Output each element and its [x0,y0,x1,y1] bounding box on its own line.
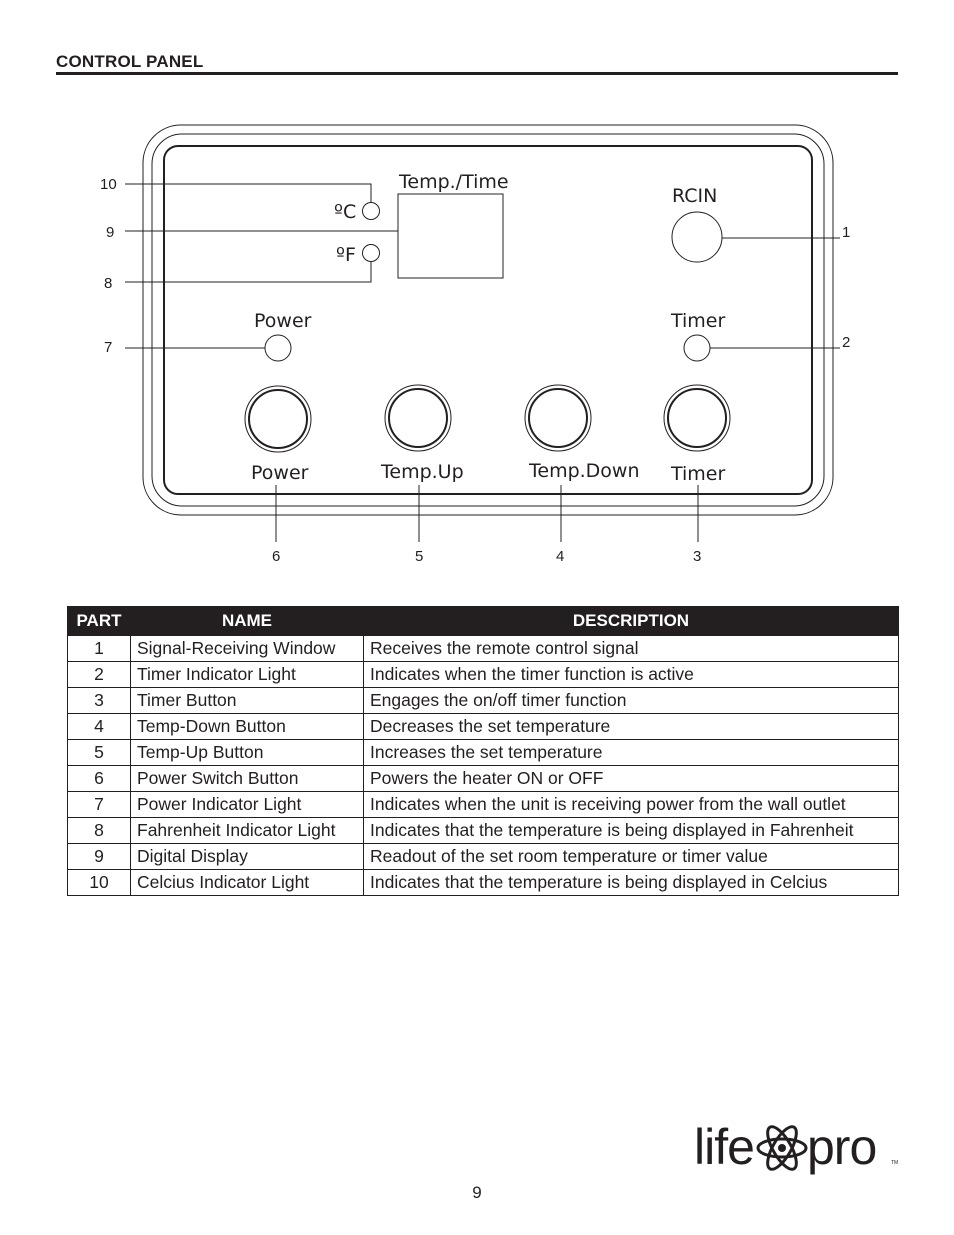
part-description: Powers the heater ON or OFF [364,766,899,792]
part-name: Temp-Down Button [131,714,364,740]
callout-2: 2 [842,334,851,351]
celsius-indicator-light [363,203,380,220]
callout-4: 4 [556,548,565,565]
timer-button [664,385,730,451]
table-row [68,688,899,714]
table-row [68,714,899,740]
part-name: Power Switch Button [131,766,364,792]
power-button-label: Power [251,462,309,484]
part-description: Readout of the set room temperature or timer value [364,844,899,870]
timer-button-label: Timer [671,463,726,485]
temp-up-label: Temp.Up [381,461,464,483]
callout-10: 10 [100,176,117,193]
part-number: 6 [68,766,131,792]
callout-5: 5 [415,548,424,565]
callout-3: 3 [693,548,702,565]
table-row [68,636,899,662]
part-number: 2 [68,662,131,688]
part-name: Power Indicator Light [131,792,364,818]
part-name: Timer Indicator Light [131,662,364,688]
timer-indicator-light [684,335,710,361]
part-number: 4 [68,714,131,740]
section-title: CONTROL PANEL [56,52,204,71]
signal-receiving-window [672,212,722,262]
callout-7: 7 [104,339,113,356]
part-number: 3 [68,688,131,714]
page-number: 9 [472,1183,482,1202]
table-header-row [68,607,899,636]
temp-down-label: Temp.Down [529,460,640,482]
fahrenheit-indicator-light [363,245,380,262]
part-number: 9 [68,844,131,870]
part-number: 7 [68,792,131,818]
part-description: Indicates when the unit is receiving power from the wall outlet [364,792,899,818]
callout-6: 6 [272,548,281,565]
part-name: Temp-Up Button [131,740,364,766]
part-name: Fahrenheit Indicator Light [131,818,364,844]
table-row [68,792,899,818]
table-row [68,740,899,766]
table-row [68,870,899,896]
part-description: Indicates when the timer function is active [364,662,899,688]
display-label: Temp./Time [399,171,509,193]
power-light-label: Power [254,310,312,332]
atom-icon [758,1123,806,1174]
callout-9: 9 [106,224,115,241]
power-button [245,386,311,452]
part-description: Receives the remote control signal [364,636,899,662]
part-description: Increases the set temperature [364,740,899,766]
part-description: Decreases the set temperature [364,714,899,740]
header-part: PART [68,607,131,636]
part-number: 10 [68,870,131,896]
rcin-label: RCIN [672,185,718,207]
table-row [68,662,899,688]
part-name: Timer Button [131,688,364,714]
logo-text-left: life [694,1119,754,1175]
part-name: Signal-Receiving Window [131,636,364,662]
header-name: NAME [131,607,364,636]
part-number: 8 [68,818,131,844]
control-panel-diagram [0,0,954,600]
fahrenheit-symbol: ºF [336,244,356,266]
logo-trademark: TM [891,1160,899,1166]
celsius-symbol: ºC [334,201,357,223]
timer-light-label: Timer [671,310,726,332]
temp-up-button [385,385,451,451]
callout-1: 1 [842,224,851,241]
part-description: Indicates that the temperature is being displayed in Fahrenheit [364,818,899,844]
table-row [68,818,899,844]
part-description: Engages the on/off timer function [364,688,899,714]
part-name: Digital Display [131,844,364,870]
digital-display [398,194,503,278]
table-row [68,844,899,870]
part-description: Indicates that the temperature is being displayed in Celcius [364,870,899,896]
parts-table [67,606,899,896]
part-number: 1 [68,636,131,662]
header-description: DESCRIPTION [364,607,899,636]
logo-text-right: pro [807,1119,877,1175]
part-number: 5 [68,740,131,766]
temp-down-button [525,385,591,451]
power-indicator-light [265,335,291,361]
table-row [68,766,899,792]
callout-8: 8 [104,275,113,292]
part-name: Celcius Indicator Light [131,870,364,896]
leader-lines [125,184,840,542]
lifepro-logo [692,1112,902,1182]
